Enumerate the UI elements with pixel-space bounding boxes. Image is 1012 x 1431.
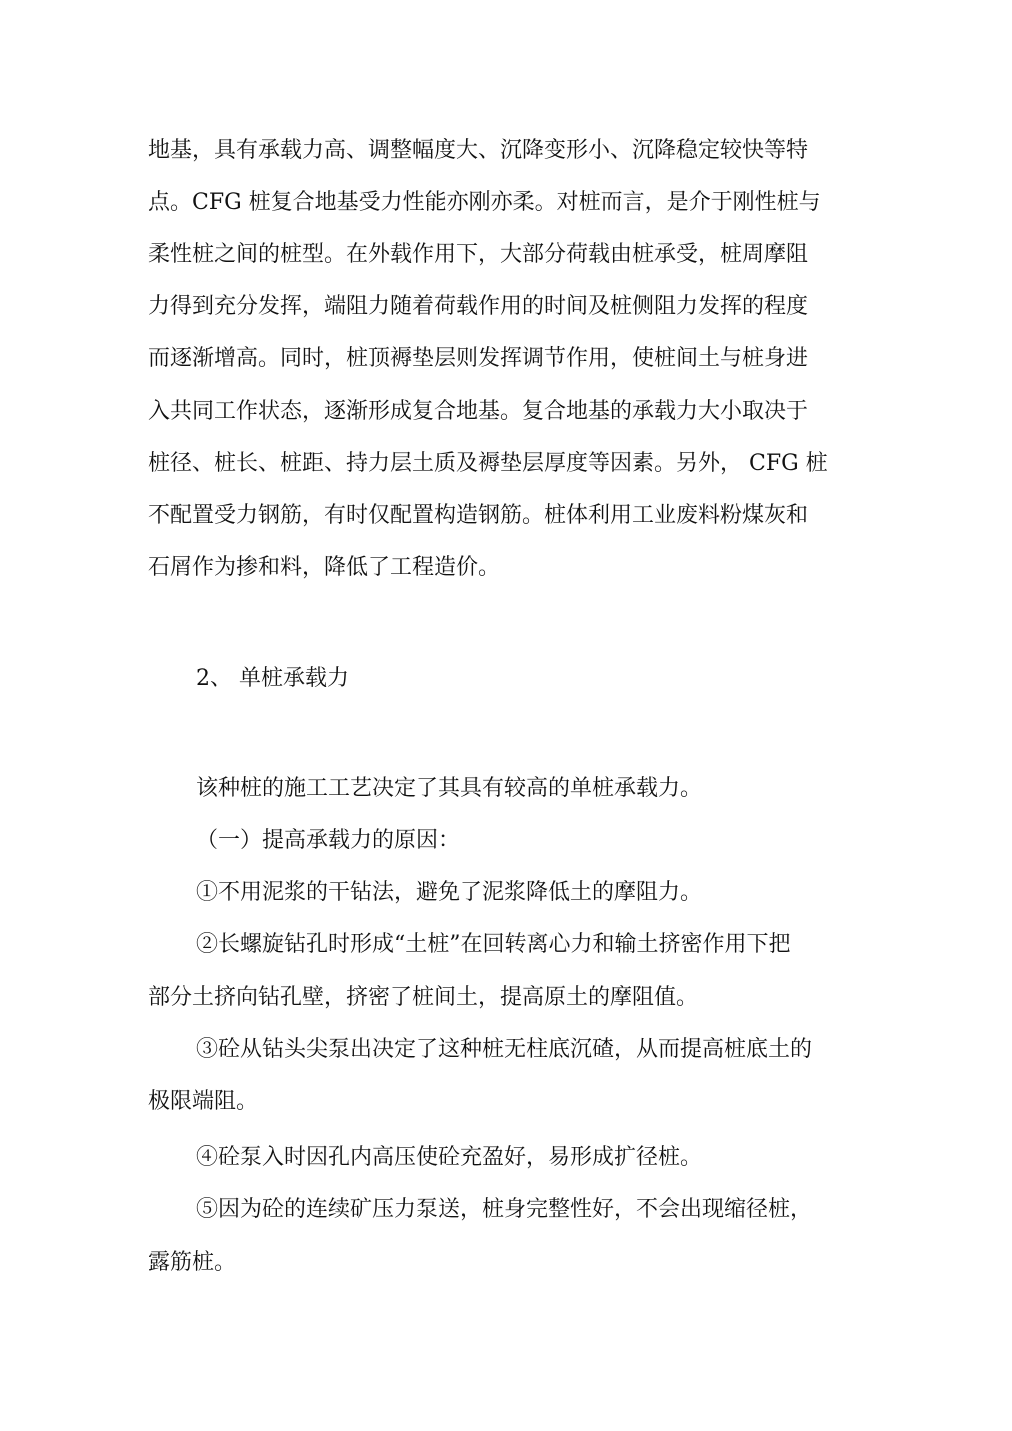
list-item-2-continuation: 部分土挤向钻孔壁，挤密了桩间土，提高原土的摩阻值。 [148,985,699,1010]
text-line: 石屑作为掺和料，降低了工程造价。 [148,555,501,580]
list-item-3: ③砼从钻头尖泵出决定了这种桩无柱底沉碴，从而提高桩底土的 [196,1037,813,1062]
list-item-3-continuation: 极限端阻。 [148,1089,259,1114]
text-line: 入共同工作状态，逐渐形成复合地基。复合地基的承载力大小取决于 [148,399,809,424]
section-intro: 该种桩的施工工艺决定了其具有较高的单桩承载力。 [196,776,703,801]
text-line: 地基，具有承载力高、调整幅度大、沉降变形小、沉降稳定较快等特 [148,138,809,163]
list-item-5-continuation: 露筋桩。 [148,1250,237,1275]
list-item-2: ②长螺旋钻孔时形成“土桩”在回转离心力和输土挤密作用下把 [196,932,791,957]
list-item-1: ①不用泥浆的干钻法，避免了泥浆降低土的摩阻力。 [196,880,703,905]
list-item-5: ⑤因为砼的连续矿压力泵送，桩身完整性好，不会出现缩径桩， [196,1197,813,1222]
text-line: 不配置受力钢筋，有时仅配置构造钢筋。桩体利用工业废料粉煤灰和 [148,503,809,528]
text-line: 桩径、桩长、桩距、持力层土质及褥垫层厚度等因素。另外， CFG 桩 [148,451,828,476]
section-heading: 2、 单桩承载力 [196,666,349,691]
text-line: 力得到充分发挥，端阻力随着荷载作用的时间及桩侧阻力发挥的程度 [148,294,809,319]
subheading-reasons: （一）提高承载力的原因： [196,828,461,853]
list-item-4: ④砼泵入时因孔内高压使砼充盈好，易形成扩径桩。 [196,1145,703,1170]
text-line: 柔性桩之间的桩型。在外载作用下，大部分荷载由桩承受，桩周摩阻 [148,242,809,267]
text-line: 点。CFG 桩复合地基受力性能亦刚亦柔。对桩而言，是介于刚性桩与 [148,190,821,215]
text-line: 而逐渐增高。同时，桩顶褥垫层则发挥调节作用，使桩间土与桩身进 [148,346,809,371]
